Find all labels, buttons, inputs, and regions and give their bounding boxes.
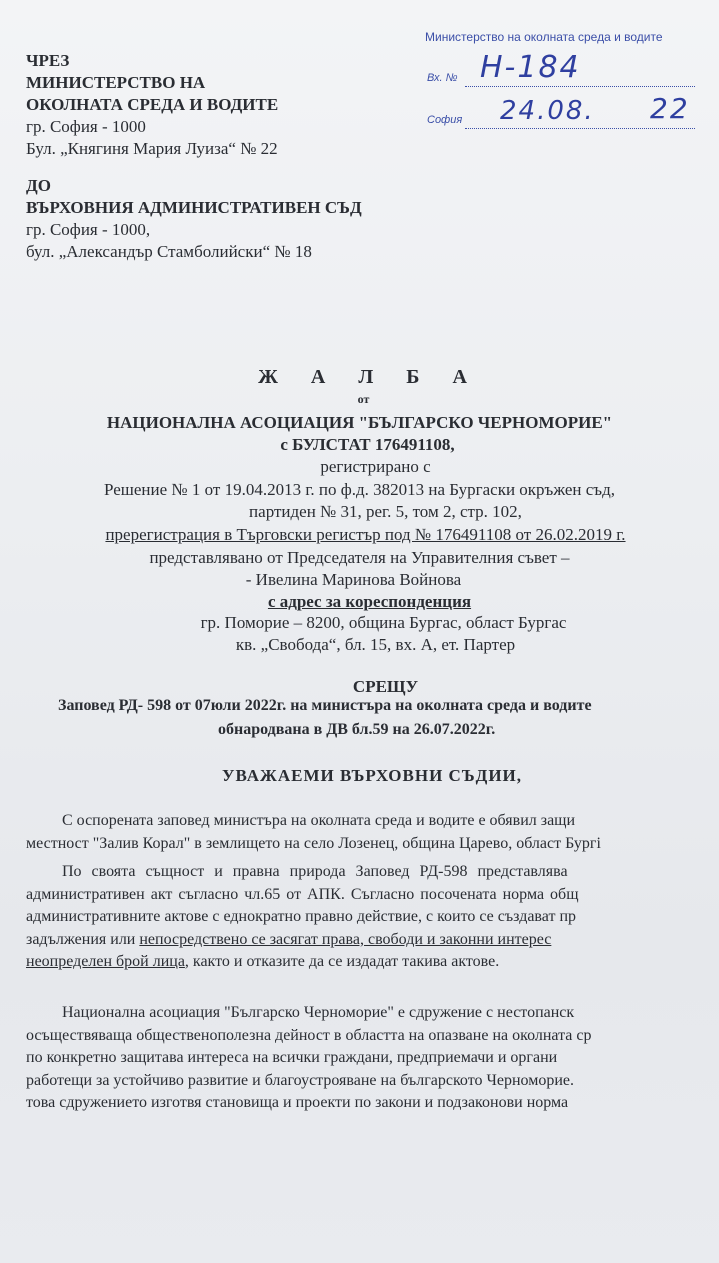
recipient-block bbox=[26, 175, 362, 263]
paragraph-2-line-4-start: задължения или bbox=[26, 930, 140, 948]
paragraph-1 bbox=[26, 810, 601, 855]
stamp-header: Министерство на околната среда и водите bbox=[425, 30, 663, 44]
paragraph-2-line-5-underlined: неопределен брой лица bbox=[26, 953, 185, 970]
correspondence-address-1: гр. Поморие – 8200, община Бургас, област Бургас bbox=[200, 613, 567, 632]
sender-name-line1: МИНИСТЕРСТВО НА bbox=[26, 73, 206, 92]
court-decision: Решение № 1 от 19.04.2013 г. по ф.д. 382013 на Бургаски окръжен съд, bbox=[104, 480, 615, 499]
paragraph-3-line-5: това сдружението изготвя становища и проекти по закони и подзаконови норма bbox=[26, 1094, 569, 1111]
stamp-date-line bbox=[465, 128, 695, 129]
paragraph-3-line-4: работещи за устойчиво развитие и благоустрояване на българското Черноморие. bbox=[26, 1071, 575, 1089]
against-order-line2: обнародвана в ДВ бл.59 на 26.07.2022г. bbox=[218, 721, 496, 738]
paragraph-2 bbox=[26, 861, 579, 974]
recipient-street: бул. „Александър Стамболийски“ № 18 bbox=[26, 242, 312, 261]
correspondence-heading: с адрес за кореспонденция bbox=[267, 592, 472, 611]
paragraph-2-line-4 bbox=[26, 929, 579, 952]
paragraph-2-line-2: административен акт съгласно чл.65 от АПК. Съгласно посочената норма общ bbox=[26, 885, 579, 903]
paragraph-2-line-1: По своята същност и правна природа Заповед РД-598 представлява bbox=[62, 863, 568, 880]
paragraph-3-line-1: Национална асоциация "Българско Черноморие" е сдружение с нестопанск bbox=[62, 1004, 575, 1021]
stamp-ref-value: Н-184 bbox=[480, 50, 581, 85]
paragraph-1-line-2: местност "Залив Корал" в землището на село Лозенец, община Царево, област Бургі bbox=[26, 834, 601, 852]
salutation: УВАЖАЕМИ ВЪРХОВНИ СЪДИИ, bbox=[222, 766, 523, 785]
paragraph-3-line-3: по конкретно защитава интереса на всички граждани, предприемачи и органи bbox=[26, 1049, 558, 1066]
registered-with: регистрирано с bbox=[320, 457, 431, 476]
paragraph-2-line-5-end: , както и отказите да се издадат такива актове. bbox=[184, 953, 500, 970]
party-number: партиден № 31, рег. 5, том 2, стр. 102, bbox=[249, 502, 522, 521]
stamp-city-label: София bbox=[427, 114, 463, 126]
sender-via: ЧРЕЗ bbox=[26, 51, 70, 70]
complaint-from: от bbox=[357, 392, 370, 406]
represented-by: представлявано от Председателя на Управителния съвет – bbox=[149, 548, 570, 567]
paragraph-3 bbox=[26, 1002, 591, 1115]
bulstat: с БУЛСТАТ 176491108, bbox=[280, 435, 455, 454]
paragraph-2-line-5 bbox=[26, 951, 579, 974]
association-name: НАЦИОНАЛНА АСОЦИАЦИЯ "БЪЛГАРСКО ЧЕРНОМОРИЕ" bbox=[106, 413, 613, 432]
stamp-ref-line bbox=[465, 86, 695, 87]
stamp-year-value: 22 bbox=[650, 92, 690, 125]
paragraph-1-line-1: С оспорената заповед министъра на околната среда и водите е обявил защи bbox=[62, 812, 576, 829]
against-title: СРЕЩУ bbox=[352, 677, 419, 696]
paragraph-2-line-3: административните актове с еднократно правно действие, с които се създават пр bbox=[26, 908, 577, 925]
sender-street: Бул. „Княгиня Мария Луиза“ № 22 bbox=[26, 139, 278, 158]
recipient-name: ВЪРХОВНИЯ АДМИНИСТРАТИВЕН СЪД bbox=[26, 198, 362, 217]
against-order-line1: Заповед РД- 598 от 07юли 2022г. на министъра на околната среда и водите bbox=[58, 697, 592, 714]
recipient-city: гр. София - 1000, bbox=[26, 220, 151, 239]
complaint-title: Ж А Л Б А bbox=[258, 366, 481, 388]
stamp-ref-label: Вх. № bbox=[427, 72, 458, 84]
recipient-to: ДО bbox=[26, 176, 51, 195]
registration-stamp bbox=[425, 30, 719, 130]
correspondence-address-2: кв. „Свобода“, бл. 15, вх. А, ет. Партер bbox=[235, 635, 516, 654]
sender-block bbox=[26, 50, 278, 160]
sender-name-line2: ОКОЛНАТА СРЕДА И ВОДИТЕ bbox=[26, 95, 279, 114]
chairperson: - Ивелина Маринова Войнова bbox=[245, 570, 462, 589]
sender-city: гр. София - 1000 bbox=[26, 117, 146, 136]
paragraph-2-line-4-underlined: непосредствено се засягат права, свободи и законни интерес bbox=[139, 930, 552, 948]
stamp-date-value: 24.08. bbox=[500, 96, 595, 126]
reregistration: пререгистрация в Търговски регистър под № 176491108 от 26.02.2019 г. bbox=[105, 525, 626, 544]
paragraph-3-line-2: осъществяваща общественополезна дейност в областта на опазване на околната ср bbox=[26, 1026, 592, 1044]
